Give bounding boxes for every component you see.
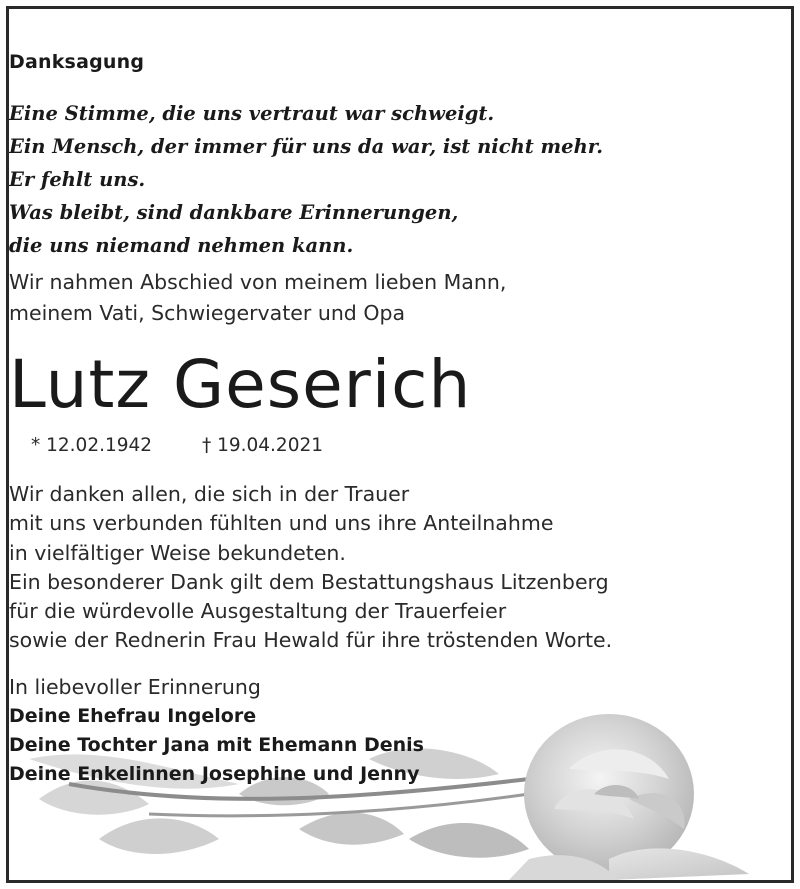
life-dates xyxy=(9,433,791,459)
thanks-line: sowie der Rednerin Frau Hewald für ihre tröstenden Worte. xyxy=(9,628,613,653)
thanks-line: in vielfältiger Weise bekundeten. xyxy=(9,540,346,565)
intro-text xyxy=(9,267,791,329)
thanks-line: mit uns verbunden fühlten und uns ihre Anteilnahme xyxy=(9,511,554,536)
signature-line: Deine Tochter Jana mit Ehemann Denis xyxy=(9,734,424,756)
birth-date: * 12.02.1942 xyxy=(31,435,153,456)
signature-line: Deine Enkelinnen Josephine und Jenny xyxy=(9,763,420,785)
poem-line: Eine Stimme, die uns vertraut war schweigt. xyxy=(9,102,495,125)
poem xyxy=(9,97,791,262)
signature-line: Deine Ehefrau Ingelore xyxy=(9,705,257,727)
heading-danksagung: Danksagung xyxy=(9,51,145,73)
death-date: † 19.04.2021 xyxy=(201,435,324,456)
thanks-line: Wir danken allen, die sich in der Trauer xyxy=(9,482,410,506)
thanks-line: für die würdevolle Ausgestaltung der Trauerfeier xyxy=(9,599,507,624)
poem-line: die uns niemand nehmen kann. xyxy=(9,234,354,257)
thanks-line: Ein besonderer Dank gilt dem Bestattungshaus Litzenberg xyxy=(9,569,609,594)
poem-line: Ein Mensch, der immer für uns da war, ist nicht mehr. xyxy=(9,135,604,158)
intro-line: Wir nahmen Abschied von meinem lieben Mann, xyxy=(9,270,507,294)
poem-line: Was bleibt, sind dankbare Erinnerungen, xyxy=(9,201,459,224)
obituary-frame xyxy=(6,6,794,883)
closing-line: In liebevoller Erinnerung xyxy=(9,675,261,699)
signatures xyxy=(9,702,791,789)
thanks-text xyxy=(9,480,791,656)
poem-line: Er fehlt uns. xyxy=(9,168,146,191)
deceased-name: Lutz Geserich xyxy=(9,346,472,423)
intro-line: meinem Vati, Schwiegervater und Opa xyxy=(9,301,406,325)
